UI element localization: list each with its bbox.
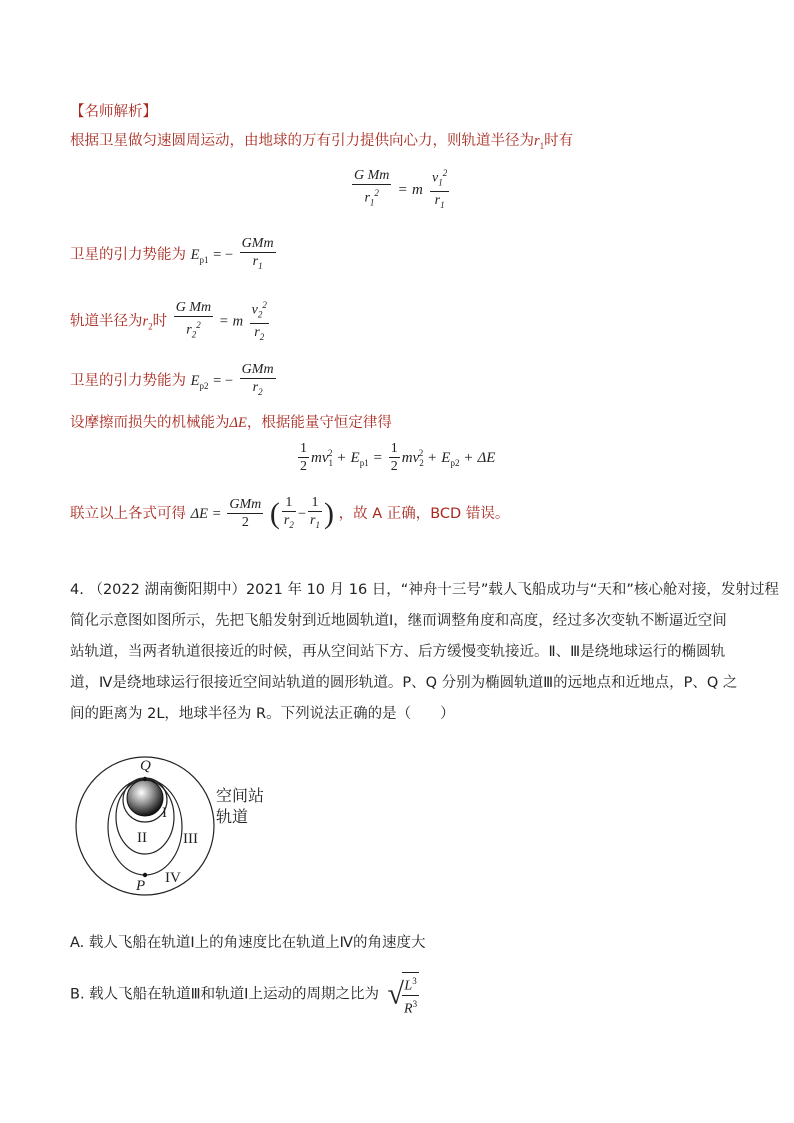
analysis-heading: 【名师解析】 xyxy=(70,104,157,120)
energy-conservation-equation: $\frac{1}{2}$ $mv_1^2 + E_{p1}$ = $\frac{1}{2}$ $mv_2^2 + E_{p2} + \Delta E$ xyxy=(300,441,496,474)
label-iv: IV xyxy=(165,870,181,886)
orbit-diagram xyxy=(70,750,290,900)
choice-b: B. 载人飞船在轨道Ⅲ和轨道Ⅰ上运动的周期之比为 √ $\frac{L^3}{R^3}$ xyxy=(70,972,421,1017)
potential-energy-2: 卫星的引力势能为 $E_{p2}$ = − $\frac{\text{GMm}}{r_2}$ xyxy=(70,362,274,397)
conclusion: 联立以上各式可得 ΔE = $\frac{\text{GMm}}{2}$ ( $\frac{1}{r_2}$ − $\frac{1}{r_1}$ ) ，故 A 正确，BCD 错误。 xyxy=(70,495,510,531)
point-p xyxy=(143,873,147,877)
equation-orbit-r2: 轨道半径为$r_2$时 $\frac{\text{G Mm}}{r_2^2}$ = m $\frac{v_2^2}{r_2}$ xyxy=(70,297,271,346)
label-q: Q xyxy=(140,758,151,774)
question-line-2: 简化示意图如图所示，先把飞船发射到近地圆轨道Ⅰ，继而调整角度和高度，经过多次变轨不断逼近空间 xyxy=(70,613,727,629)
analysis-intro: 根据卫星做匀速圆周运动，由地球的万有引力提供向心力，则轨道半径为$r_1$时有 xyxy=(70,133,574,151)
question-line-3: 站轨道，当两者轨道很接近的时候，再从空间站下方、后方缓慢变轨接近。Ⅱ、Ⅲ是绕地球运行的椭圆轨 xyxy=(70,644,726,660)
earth-icon xyxy=(127,780,163,816)
equation-orbit-r1: $\frac{\text{G Mm}}{r_1^2}$ = m $\frac{v_1^2}{r_1}$ xyxy=(350,165,451,214)
label-ii: II xyxy=(137,830,147,846)
label-station-1: 空间站 xyxy=(216,786,265,805)
sqrt-expression: √ $\frac{L^3}{R^3}$ xyxy=(388,972,422,1017)
friction-statement: 设摩擦而损失的机械能为ΔE，根据能量守恒定律得 xyxy=(70,415,392,431)
label-i: I xyxy=(162,805,167,821)
label-station-2: 轨道 xyxy=(216,807,249,826)
question-line-4: 道，Ⅳ是绕地球运行很接近空间站轨道的圆形轨道。P、Q 分别为椭圆轨道Ⅲ的远地点和近地点，P、Q 之 xyxy=(70,675,738,691)
point-q xyxy=(143,777,147,781)
potential-energy-1: 卫星的引力势能为 $E_{p1}$ = − $\frac{\text{GMm}}{r_1}$ xyxy=(70,236,274,271)
label-iii: III xyxy=(183,831,198,847)
question-line-1: 4. （2022 湖南衡阳期中）2021 年 10 月 16 日，“神舟十三号”载人飞船成功与“天和”核心舱对接，发射过程 xyxy=(70,582,779,598)
question-line-5: 间的距离为 2L，地球半径为 R。下列说法正确的是（ ） xyxy=(70,706,455,722)
choice-a: A. 载人飞船在轨道Ⅰ上的角速度比在轨道上Ⅳ的角速度大 xyxy=(70,935,426,951)
label-p: P xyxy=(136,878,146,894)
